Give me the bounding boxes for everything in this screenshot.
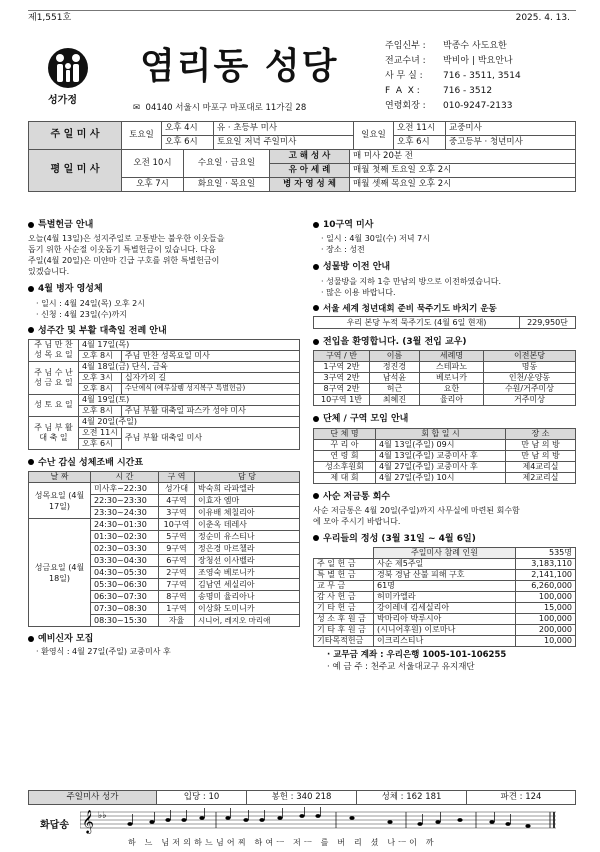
section-title: 성주간 및 부활 대축일 전례 안내 [38,325,167,336]
offering-type: 성 소 후 원 금 [314,614,374,625]
adoration-person: 이상화 도미니카 [195,603,300,615]
offering-amount: 3,183,110 [516,559,576,570]
offering-amount: 200,000 [516,625,576,636]
adoration-time: 22:30~23:30 [91,495,159,507]
sacrament-value: 매월 첫째 토요일 오후 2시 [350,164,576,178]
transfer-parish: 수원/거주미상 [484,384,576,395]
group-place: 만 남 의 방 [506,450,576,461]
transfer-district: 1구역 2반 [314,362,370,373]
notice-line: 있겠습니다. [28,267,70,277]
section-title: 특별헌금 안내 [38,220,94,230]
adoration-person: 정은경 마르첼라 [195,543,300,555]
section-title: 우리들의 정성 (3월 31일 ~ 4월 6일) [323,533,476,544]
liturgy-time: 오후 8시 [79,383,122,394]
sacrament-label: 고 해 성 사 [270,150,350,164]
group-name: 연 령 회 [314,450,376,461]
transfer-baptismal-name: 율리아 [420,395,484,406]
rosary-section [313,304,576,330]
group-name: 제 대 회 [314,472,376,483]
liturgy-time: 오후 8시 [79,405,122,416]
adoration-person: 이효자 엠마 [195,495,300,507]
liturgy-desc: 주님 만찬 성목요일 미사 [121,350,299,361]
liturgy-desc: 주님 부활 대축일 파스카 성야 미사 [121,405,299,416]
bullet-icon [313,416,319,422]
psalm-label: 화답송 [40,820,69,831]
transfer-baptismal-name: 베로니카 [420,373,484,384]
adoration-table [28,471,300,627]
transfer-parish: 명동 [484,362,576,373]
transfer-table [313,350,576,406]
offering-type: 주 일 헌 금 [314,559,374,570]
offering-desc: 61명 [374,581,516,592]
sacrament-value: 매월 셋째 목요일 오후 2시 [350,178,576,192]
adoration-district: 4구역 [159,495,195,507]
page-title: 염리동 성당 [140,46,339,87]
offering-desc: 사순 제5주일 [374,559,516,570]
svg-text:𝄞: 𝄞 [82,809,94,833]
adoration-person: 장청선 이사벨라 [195,555,300,567]
liturgy-name: 주 님 만 찬 성 목 요 일 [29,339,79,361]
offering-type: 기 타 후 원 금 [314,625,374,636]
group-meeting-section [313,414,576,483]
offering-desc: 경북 경남 산불 피해 구호 [374,570,516,581]
group-meeting-table [313,428,576,484]
notice-line: 주일(4월 20일)은 미얀마 긴급 구호를 위한 특별헌금이 [28,256,220,266]
right-column [313,220,576,673]
info-value: 박비아 | 박요안나 [443,56,513,66]
liturgy-time: 오후 6시 [79,438,122,449]
notice-line: 오늘(4월 13일)은 성지주일로 고통받는 불우한 이웃들을 [28,234,225,244]
adoration-time: 23:30~24:30 [91,507,159,519]
mass-schedule [28,121,576,192]
rosary-count: 229,950단 [520,317,576,329]
notice-item: 환영식 : 4월 27일(주일) 교중미사 후 [41,647,171,657]
info-label: F A X : [385,86,420,96]
group-schedule: 4월 27일(주일) 10시 [376,472,506,483]
mass-desc: 유 · 초등부 미사 [214,122,354,136]
liturgy-name: 주 님 부 활 대 축 일 [29,416,79,449]
bullet-icon [313,493,319,499]
liturgy-date: 4월 19일(토) [79,394,300,405]
notice-line: 돕기 위한 사순절 이웃돕기 특별헌금이 있습니다. 다음 [28,245,216,255]
hymn-number: 124 [525,792,542,803]
sunday-label: 일요일 [354,122,394,150]
column-header: 담 당 [195,472,300,483]
offering-section: 우리들의 정성 (3월 31일 ~ 4월 6일) 주일미사 참례 인원 535명 주 일 헌 금 사순 제5주일 3,183,110 특 별 헌 금 경북 경남 산불 피해 구호 2,141,100 교 무 금 61명 6,260,000 감 사 헌 금 허미카엘라 100,000 기 타 헌 금 강이레네 김세실리아 15,000 성 소 후 원 금 박마리아 박루시아 100,000 기 타 후 원 금 (시니어후원) 이로마나 200,000 기타목적헌금 이크리스티나 10,000 · 교무금 계좌 : 우리은행 1005-101-106255 · 예 금 주 : 천주교 서울대교구 유지재단 [313,534,576,673]
liturgy-time: 오후 3시 [79,372,122,383]
transfer-baptismal-name: 요한 [420,384,484,395]
mass-time: 오후 6시 [394,136,446,150]
music-staff [80,806,556,836]
account-info: 교무금 계좌 : 우리은행 1005-101-106255 [333,650,507,661]
offering-amount: 15,000 [516,603,576,614]
sacrament-label: 유 아 세 례 [270,164,350,178]
district-mass-section: 10구역 미사 · 일시 : 4월 30일(수) 저녁 7시 · 장소 : 성전 [313,220,576,255]
offering-type: 기 타 헌 금 [314,603,374,614]
notice-item: 성물방을 지하 1층 만남의 방으로 이전하였습니다. [326,276,501,286]
bullet-icon [28,636,34,642]
offering-desc: 강이레네 김세실리아 [374,603,516,614]
catechumen-section: 예비신자 모집 · 환영식 : 4월 27일(주일) 교중미사 후 [28,634,300,657]
mass-time: 오후 6시 [162,136,214,150]
adoration-district: 6구역 [159,555,195,567]
info-value: 716 - 3512 [443,86,493,96]
bullet-icon [28,459,34,465]
hymn-number: 340 218 [296,792,332,803]
mass-days: 화요일 · 목요일 [184,178,270,192]
column-header: 세례명 [420,351,484,362]
offering-amount: 100,000 [516,592,576,603]
bullet-icon [28,286,34,292]
transfer-section [313,337,576,406]
section-title: 서울 세계 청년대회 준비 묵주기도 바치기 운동 [323,303,497,314]
transfer-name: 남석윤 [370,373,420,384]
notice-line: 에 모아 주시기 바랍니다. [313,516,401,526]
liturgy-desc: 주님 부활 대축일 미사 [121,427,299,449]
contact-info [385,39,521,114]
info-label: 연령회장 : [385,101,426,111]
envelope-icon: ✉ [133,103,141,113]
group-name: 꾸 리 아 [314,439,376,450]
section-title: 사순 저금통 회수 [323,491,391,502]
bullet-icon [28,327,34,333]
adoration-time: 02:30~03:30 [91,543,159,555]
bullet-icon [313,535,319,541]
notice-item: 장소 : 성전 [326,245,365,255]
adoration-time: 01:30~02:30 [91,531,159,543]
group-place: 제4교리실 [506,461,576,472]
mass-desc: 토요일 저녁 주일미사 [214,136,354,150]
bullet-icon [313,222,319,228]
adoration-district: 7구역 [159,579,195,591]
section-title: 전입을 환영합니다. (3월 전입 교우) [323,337,467,348]
offering-amount: 2,141,100 [516,570,576,581]
adoration-district: 9구역 [159,543,195,555]
adoration-time: 08:30~15:30 [91,615,159,627]
notice-item: 신청 : 4월 23일(수)까지 [41,309,128,319]
section-title: 수난 감실 성체조배 시간표 [38,457,144,468]
offering-desc: 박마리아 박루시아 [374,614,516,625]
hymn-label: 주일미사 성가 [29,791,157,805]
offering-table [313,547,576,647]
column-header: 시 간 [91,472,159,483]
adoration-time: 05:30~06:30 [91,579,159,591]
bullet-icon [28,222,34,228]
group-schedule: 4월 13일(주일) 09시 [376,439,506,450]
holy-week-table [28,339,300,450]
special-offering-section [28,220,300,277]
liturgy-time: 오전 11시 [79,427,122,438]
offering-desc: (시니어후원) 이로마나 [374,625,516,636]
group-place: 제2교리실 [506,472,576,483]
coin-box-section [313,492,576,527]
notice-item: 일시 : 4월 30일(수) 저녁 7시 [326,234,430,244]
info-value: 010-9247-2133 [443,101,513,111]
column-header: 구역 / 반 [314,351,370,362]
adoration-date: 성목요일 (4월 17일) [29,483,91,519]
info-label: 주임신부 : [385,41,426,51]
column-header: 이름 [370,351,420,362]
holy-week-section [28,326,300,450]
hymn-number: 162 181 [406,792,442,803]
issue-number: 제1,551호 [28,13,72,23]
transfer-parish: 거주미상 [484,395,576,406]
weekday-mass-label: 평 일 미 사 [29,150,122,192]
offering-type: 특 별 헌 금 [314,570,374,581]
info-label: 전교수녀 : [385,56,426,66]
adoration-person: 김남연 세실리아 [195,579,300,591]
attendance-label: 주일미사 참례 인원 [374,548,516,559]
mass-desc: 교중미사 [446,122,576,136]
hymn-part-label: 성체 : [381,792,404,803]
adoration-district: 성가대 [159,483,195,495]
saturday-label: 토요일 [122,122,162,150]
music-staff-icon [80,806,556,836]
store-move-section: 성물방 이전 안내 · 성물방을 지하 1층 만남의 방으로 이전하였습니다. · 많은 이용 바랍니다. [313,262,576,297]
mass-time: 오후 4시 [162,122,214,136]
offering-amount: 100,000 [516,614,576,625]
attendance-count: 535명 [516,548,576,559]
mass-time: 오후 7시 [122,178,184,192]
rosary-table [313,316,576,329]
offering-type: 교 무 금 [314,581,374,592]
liturgy-date: 4월 20일(주일) [79,416,300,427]
liturgy-desc: 십자가의 길 [121,372,299,383]
column-header: 날 짜 [29,472,91,483]
adoration-time: 미사후~22:30 [91,483,159,495]
liturgy-desc: 수난예식 (예루살렘 성지복구 특별헌금) [121,383,299,394]
offering-desc: 이크리스티나 [374,636,516,647]
offering-type: 감 사 헌 금 [314,592,374,603]
transfer-baptismal-name: 스테파노 [420,362,484,373]
sick-communion-section: 4월 병자 영성체 · 일시 : 4월 24일(목) 오후 2시 · 신청 : 4월 23일(수)까지 [28,284,300,319]
group-schedule: 4월 27일(주일) 교중미사 후 [376,461,506,472]
section-title: 예비신자 모집 [38,634,94,644]
transfer-district: 8구역 2반 [314,384,370,395]
adoration-person: 이유배 체칠리아 [195,507,300,519]
liturgy-date: 4월 17일(목) [79,339,300,350]
adoration-district: 10구역 [159,519,195,531]
offering-type: 기타목적헌금 [314,636,374,647]
transfer-district: 10구역 1반 [314,395,370,406]
left-column [28,220,300,657]
notice-item: 많은 이용 바랍니다. [326,287,396,297]
info-label: 사 무 실 : [385,71,423,81]
adoration-time: 03:30~04:30 [91,555,159,567]
adoration-district: 1구역 [159,603,195,615]
adoration-section [28,458,300,627]
mass-time: 오전 11시 [394,122,446,136]
column-header: 단 체 명 [314,428,376,439]
column-header: 구 역 [159,472,195,483]
notice-line: 사순 저금통은 4월 20일(주일)까지 사무실에 마련된 회수함 [313,505,520,515]
adoration-person: 정순미 유스티나 [195,531,300,543]
group-schedule: 4월 13일(주일) 교중미사 후 [376,450,506,461]
sacrament-label: 병 자 영 성 체 [270,178,350,192]
mass-desc: 중고등부 · 청년미사 [446,136,576,150]
mass-days: 수요일 · 금요일 [184,150,270,178]
rosary-label: 우리 본당 누적 묵주기도 (4월 6일 현재) [314,317,520,329]
transfer-name: 허근 [370,384,420,395]
section-title: 성물방 이전 안내 [323,262,391,273]
section-title: 4월 병자 영성체 [38,284,103,295]
transfer-district: 3구역 2반 [314,373,370,384]
adoration-person: 시니어, 레지오 마리애 [195,615,300,627]
logo-caption: 성가정 [48,95,77,106]
group-place: 만 남 의 방 [506,439,576,450]
offering-desc: 허미카엘라 [374,592,516,603]
liturgy-name: 주 님 수 난 성 금 요 일 [29,361,79,394]
sunday-mass-label: 주 일 미 사 [29,122,122,150]
adoration-person: 송명미 율리아나 [195,591,300,603]
issue-date: 2025. 4. 13. [515,13,570,23]
transfer-parish: 인천/운양동 [484,373,576,384]
group-name: 성소후원회 [314,461,376,472]
notice-item: 일시 : 4월 24일(목) 오후 2시 [41,298,145,308]
section-title: 단체 / 구역 모임 안내 [323,414,409,425]
adoration-district: 2구역 [159,567,195,579]
hymn-part-label: 봉헌 : [271,792,294,803]
bullet-icon [313,339,319,345]
adoration-person: 박숙희 라파엘라 [195,483,300,495]
offering-amount: 10,000 [516,636,576,647]
transfer-name: 정진경 [370,362,420,373]
adoration-district: 3구역 [159,507,195,519]
address [133,103,306,114]
offering-amount: 6,260,000 [516,581,576,592]
adoration-person: 조영숙 베로니카 [195,567,300,579]
adoration-time: 24:30~01:30 [91,519,159,531]
sacrament-value: 매 미사 20분 전 [350,150,576,164]
column-header: 이전본당 [484,351,576,362]
info-value: 박종수 사도요한 [443,41,507,51]
liturgy-time: 오후 8시 [79,350,122,361]
column-header: 장 소 [506,428,576,439]
adoration-district: 8구역 [159,591,195,603]
adoration-date: 성금요일 (4월 18일) [29,519,91,627]
adoration-person: 이춘옥 데레사 [195,519,300,531]
svg-text:♭♭: ♭♭ [98,811,107,821]
mass-time: 오전 10시 [122,150,184,178]
hymn-part-label: 입당 : [183,792,206,803]
bullet-icon [313,305,319,311]
liturgy-name: 성 토 요 일 [29,394,79,416]
liturgy-date: 4월 18일(금) 단식, 금육 [79,361,300,372]
bullet-icon [313,264,319,270]
info-value: 716 - 3511, 3514 [443,71,521,81]
transfer-name: 최혜진 [370,395,420,406]
adoration-time: 04:30~05:30 [91,567,159,579]
column-header: 회 합 일 시 [376,428,506,439]
holy-family-logo-icon [46,46,90,90]
adoration-district: 자율 [159,615,195,627]
adoration-district: 5구역 [159,531,195,543]
address-text: 04140 서울시 마포구 마포대로 11가길 28 [145,103,307,113]
section-title: 10구역 미사 [323,220,374,230]
psalm-lyrics: 하 느 님저의하느님어찌 하여ㅡ 저ㅡ 를 버 리 셨 나ㅡ이 까 [128,838,437,847]
hymn-bar [28,790,576,805]
hymn-part-label: 파견 : [500,792,523,803]
adoration-time: 07:30~08:30 [91,603,159,615]
logo [46,46,90,90]
account-holder: 예 금 주 : 천주교 서울대교구 유지재단 [332,662,475,673]
adoration-time: 06:30~07:30 [91,591,159,603]
hymn-number: 10 [208,792,220,803]
